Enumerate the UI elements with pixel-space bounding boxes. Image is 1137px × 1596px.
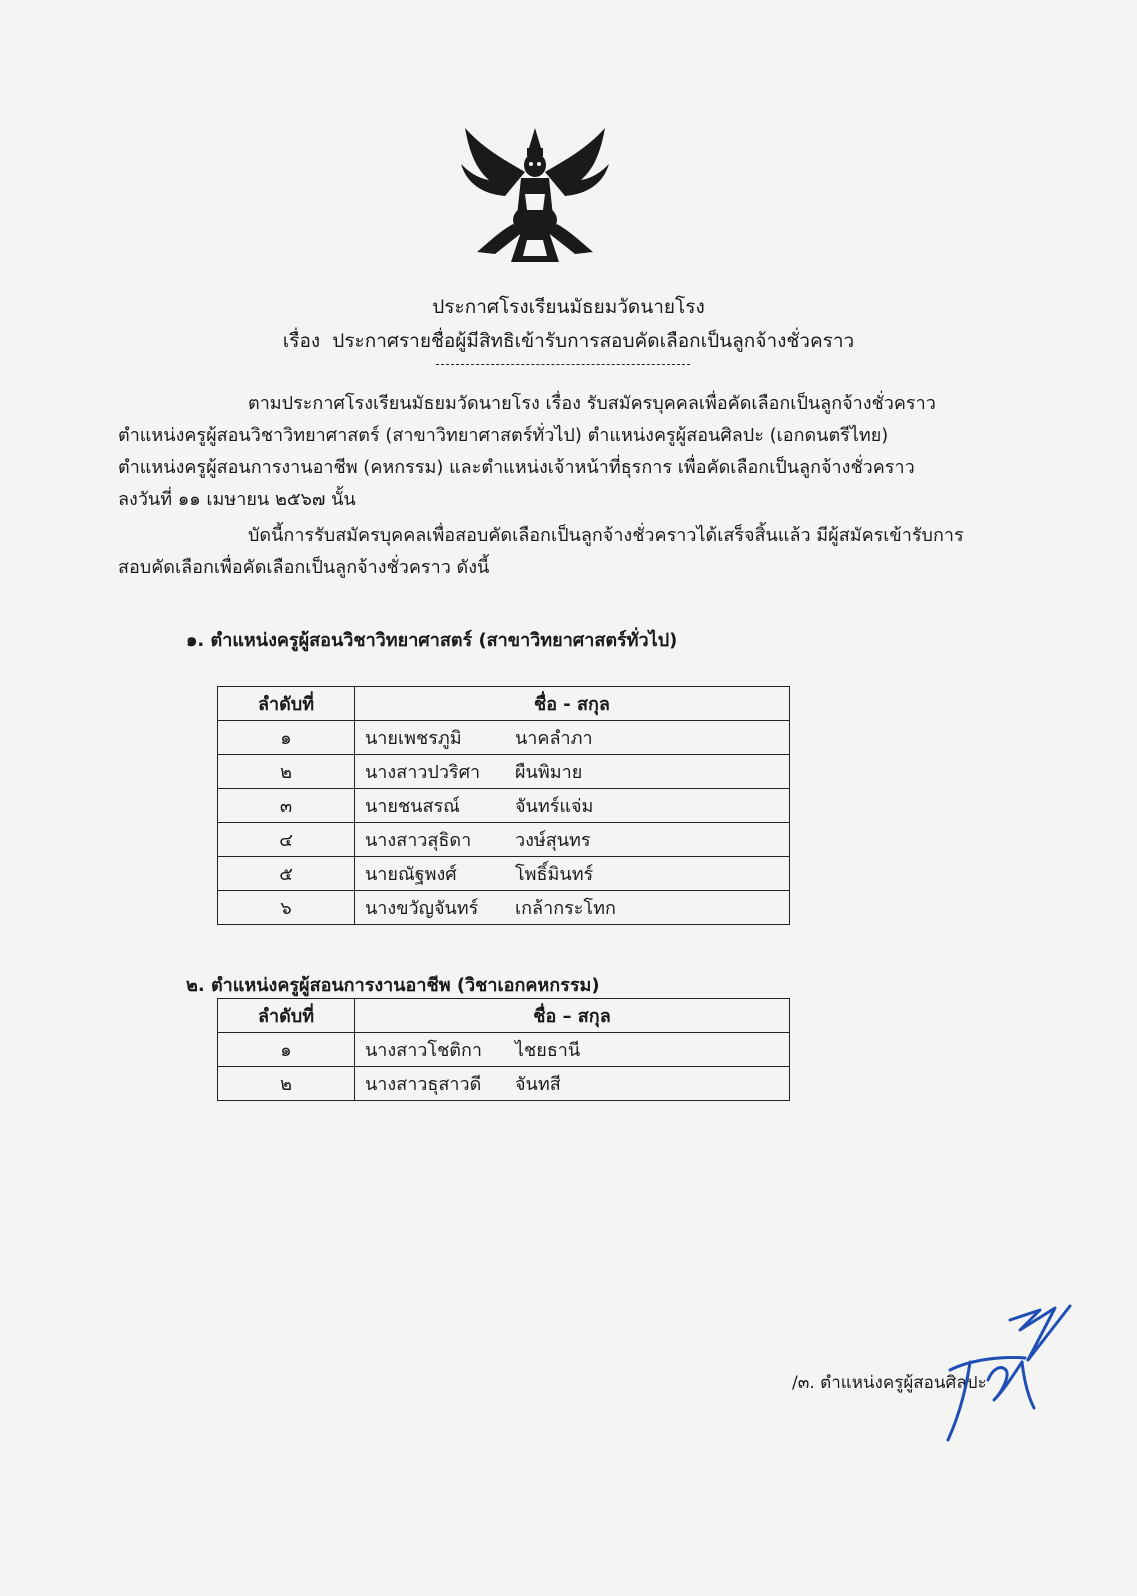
table-header-row — [218, 687, 790, 721]
table-header-row — [218, 999, 790, 1033]
announcement-title: ประกาศโรงเรียนมัธยมวัดนายโรง — [432, 296, 705, 318]
first-name: นายเพชรภูมิ — [365, 728, 462, 749]
title-divider — [436, 364, 690, 365]
col-no-header: ลำดับที่ — [218, 999, 355, 1033]
row-number: ๒ — [218, 1067, 355, 1101]
first-name: นายชนสรณ์ — [365, 796, 460, 817]
section2-title: ๒. ตำแหน่งครูผู้สอนการงานอาชีพ (วิชาเอกคหกรรม) — [186, 975, 600, 996]
first-name: นางสาวธุสาวดี — [365, 1074, 482, 1095]
first-name: นางสาวปวริศา — [365, 762, 481, 783]
last-name: จันทร์แจ่ม — [515, 796, 594, 817]
row-name — [355, 857, 790, 891]
para1-line2: ตำแหน่งครูผู้สอนวิชาวิทยาศาสตร์ (สาขาวิทยาศาสตร์ทั่วไป) ตำแหน่งครูผู้สอนศิลปะ (เอกดนตรีไทย) — [118, 425, 889, 446]
first-name: นางสาวโชติกา — [365, 1040, 482, 1061]
row-name — [355, 1067, 790, 1101]
signature-icon — [930, 1300, 1080, 1450]
table-row — [218, 857, 790, 891]
para1-line3: ตำแหน่งครูผู้สอนการงานอาชีพ (คหกรรม) และตำแหน่งเจ้าหน้าที่ธุรการ เพื่อคัดเลือกเป็นลูกจ้างชั่วคราว — [118, 457, 915, 478]
last-name: วงษ์สุนทร — [515, 830, 591, 851]
row-name — [355, 891, 790, 925]
row-number: ๔ — [218, 823, 355, 857]
table-row — [218, 721, 790, 755]
last-name: ไชยธานี — [515, 1040, 581, 1061]
row-name — [355, 1033, 790, 1067]
row-number: ๕ — [218, 857, 355, 891]
para2-line2: สอบคัดเลือกเพื่อคัดเลือกเป็นลูกจ้างชั่วคราว ดังนี้ — [118, 557, 490, 578]
subject-label: เรื่อง — [282, 330, 321, 352]
table-row — [218, 755, 790, 789]
row-name — [355, 755, 790, 789]
col-no-header: ลำดับที่ — [218, 687, 355, 721]
para1-line1: ตามประกาศโรงเรียนมัธยมวัดนายโรง เรื่อง รับสมัครบุคคลเพื่อคัดเลือกเป็นลูกจ้างชั่วคราว — [248, 393, 936, 414]
continuation-note: /๓. ตำแหน่งครูผู้สอนศิลปะ — [792, 1373, 987, 1393]
first-name: นายณัฐพงศ์ — [365, 864, 457, 885]
section1-title: ๑. ตำแหน่งครูผู้สอนวิชาวิทยาศาสตร์ (สาขาวิทยาศาสตร์ทั่วไป) — [186, 630, 678, 651]
last-name: เกล้ากระโทก — [515, 898, 616, 919]
row-number: ๓ — [218, 789, 355, 823]
first-name: นางขวัญจันทร์ — [365, 898, 479, 919]
row-number: ๑ — [218, 721, 355, 755]
section2-table — [217, 998, 790, 1101]
garuda-emblem-icon — [455, 120, 615, 270]
row-number: ๖ — [218, 891, 355, 925]
para2-line1: บัดนี้การรับสมัครบุคคลเพื่อสอบคัดเลือกเป็นลูกจ้างชั่วคราวได้เสร็จสิ้นแล้ว มีผู้สมัครเข้ารับการ — [248, 525, 964, 546]
announcement-subject — [0, 326, 1137, 356]
last-name: โพธิ์มินทร์ — [515, 864, 594, 885]
row-number: ๑ — [218, 1033, 355, 1067]
table-row — [218, 823, 790, 857]
table-row — [218, 1067, 790, 1101]
para1-line4: ลงวันที่ ๑๑ เมษายน ๒๕๖๗ นั้น — [118, 489, 356, 510]
subject-text: ประกาศรายชื่อผู้มีสิทธิเข้ารับการสอบคัดเลือกเป็นลูกจ้างชั่วคราว — [332, 330, 855, 352]
first-name: นางสาวสุธิดา — [365, 830, 472, 851]
row-number: ๒ — [218, 755, 355, 789]
table-row — [218, 891, 790, 925]
section1-table — [217, 686, 790, 925]
row-name — [355, 789, 790, 823]
last-name: นาคลำภา — [515, 728, 593, 749]
last-name: จันทสี — [515, 1074, 561, 1095]
table-row — [218, 789, 790, 823]
table-row — [218, 1033, 790, 1067]
col-name-header: ชื่อ - สกุล — [355, 687, 790, 721]
row-name — [355, 721, 790, 755]
row-name — [355, 823, 790, 857]
col-name-header: ชื่อ – สกุล — [355, 999, 790, 1033]
last-name: ผืนพิมาย — [515, 762, 583, 783]
